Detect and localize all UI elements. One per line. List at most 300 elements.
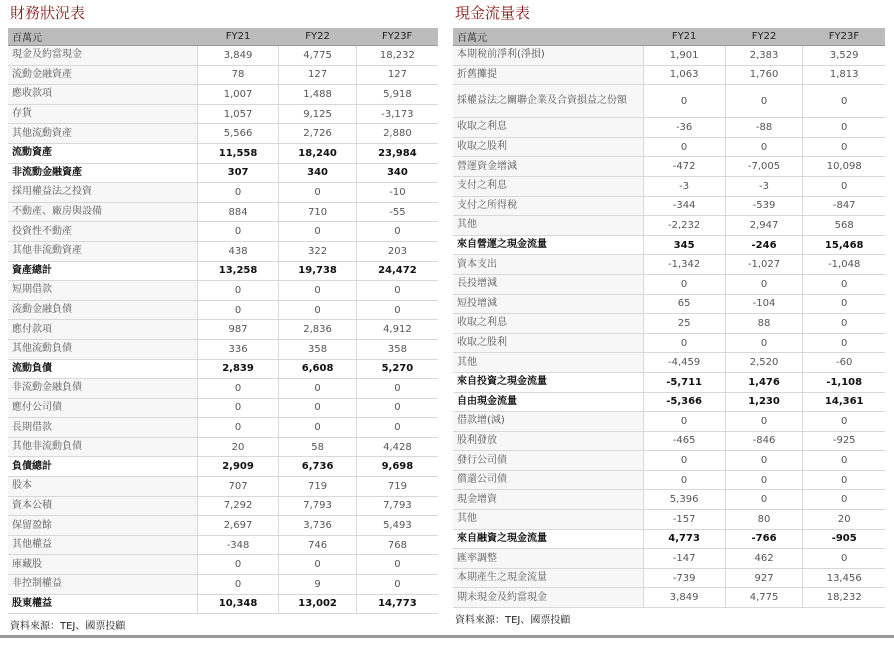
fy21-value: -5,366 bbox=[643, 392, 725, 412]
row-label: 支付之利息 bbox=[453, 176, 643, 196]
fy23f-value: 18,232 bbox=[356, 46, 438, 66]
balance-sheet-table bbox=[8, 28, 438, 614]
table-row bbox=[8, 183, 438, 203]
header-fy22: FY22 bbox=[725, 28, 803, 46]
fy23f-value: -60 bbox=[803, 353, 885, 373]
fy21-value: 307 bbox=[197, 163, 279, 183]
row-label: 其他 bbox=[453, 353, 643, 373]
fy23f-value: 0 bbox=[356, 379, 438, 399]
row-label: 採權益法之關聯企業及合資損益之份額 bbox=[453, 85, 643, 118]
fy22-value: 322 bbox=[279, 241, 356, 261]
row-label: 流動資產 bbox=[8, 143, 197, 163]
fy21-value: 2,839 bbox=[197, 359, 279, 379]
row-label: 收取之利息 bbox=[453, 314, 643, 334]
fy21-value: 65 bbox=[643, 294, 725, 314]
row-label: 股利發放 bbox=[453, 431, 643, 451]
row-label: 營運資金增減 bbox=[453, 157, 643, 177]
table-row bbox=[453, 314, 885, 334]
header-fy22: FY22 bbox=[279, 28, 356, 46]
fy21-value: 3,849 bbox=[643, 588, 725, 608]
fy21-value: -465 bbox=[643, 431, 725, 451]
table-row bbox=[8, 555, 438, 575]
fy21-value: 0 bbox=[643, 85, 725, 118]
fy21-value: -2,232 bbox=[643, 216, 725, 236]
fy21-value: -344 bbox=[643, 196, 725, 216]
fy22-value: 6,736 bbox=[279, 457, 356, 477]
fy22-value: -766 bbox=[725, 529, 803, 549]
fy23f-value: 20 bbox=[803, 510, 885, 530]
fy21-value: 11,558 bbox=[197, 143, 279, 163]
fy23f-value: 0 bbox=[356, 398, 438, 418]
row-label: 資產總計 bbox=[8, 261, 197, 281]
fy21-value: 0 bbox=[197, 183, 279, 203]
fy22-value: -246 bbox=[725, 235, 803, 255]
table-row bbox=[453, 274, 885, 294]
cash-flow-title: 現金流量表 bbox=[455, 4, 531, 22]
table-row bbox=[453, 294, 885, 314]
fy21-value: 1,007 bbox=[197, 85, 279, 105]
fy22-value: 710 bbox=[279, 202, 356, 222]
fy22-value: 80 bbox=[725, 510, 803, 530]
row-label: 支付之所得稅 bbox=[453, 196, 643, 216]
fy21-value: 345 bbox=[643, 235, 725, 255]
row-label: 流動金融資產 bbox=[8, 65, 197, 85]
row-label: 非流動金融資產 bbox=[8, 163, 197, 183]
fy22-value: 6,608 bbox=[279, 359, 356, 379]
row-label: 資本支出 bbox=[453, 255, 643, 275]
table-row bbox=[8, 163, 438, 183]
fy23f-value: 0 bbox=[803, 412, 885, 432]
fy22-value: 9 bbox=[279, 575, 356, 595]
fy23f-value: -55 bbox=[356, 202, 438, 222]
table-row bbox=[453, 235, 885, 255]
row-label: 股東權益 bbox=[8, 594, 197, 614]
fy21-value: 0 bbox=[197, 300, 279, 320]
fy21-value: 2,909 bbox=[197, 457, 279, 477]
table-row bbox=[8, 457, 438, 477]
table-row bbox=[8, 104, 438, 124]
fy21-value: 0 bbox=[197, 575, 279, 595]
table-row bbox=[8, 516, 438, 536]
fy23f-value: 24,472 bbox=[356, 261, 438, 281]
fy21-value: 2,697 bbox=[197, 516, 279, 536]
fy23f-value: 0 bbox=[803, 85, 885, 118]
fy21-value: 0 bbox=[197, 222, 279, 242]
table-row bbox=[453, 392, 885, 412]
row-label: 短投增減 bbox=[453, 294, 643, 314]
source-note: 資料來源：TEJ、國票投顧 bbox=[455, 615, 571, 627]
fy21-value: -3 bbox=[643, 176, 725, 196]
fy23f-value: 0 bbox=[803, 274, 885, 294]
table-row bbox=[453, 372, 885, 392]
fy22-value: 0 bbox=[279, 183, 356, 203]
fy22-value: 0 bbox=[725, 333, 803, 353]
fy21-value: 4,773 bbox=[643, 529, 725, 549]
fy23f-value: -3,173 bbox=[356, 104, 438, 124]
table-row bbox=[453, 451, 885, 471]
fy21-value: -36 bbox=[643, 118, 725, 138]
fy22-value: 0 bbox=[279, 222, 356, 242]
row-label: 其他非流動資產 bbox=[8, 241, 197, 261]
cash-flow-panel bbox=[453, 0, 885, 626]
fy23f-value: 0 bbox=[356, 281, 438, 301]
row-label: 應收款項 bbox=[8, 85, 197, 105]
row-label: 非流動金融負債 bbox=[8, 379, 197, 399]
source-note: 資料來源：TEJ、國票投顧 bbox=[10, 621, 126, 633]
fy22-value: -1,027 bbox=[725, 255, 803, 275]
header-unit: 百萬元 bbox=[8, 28, 197, 46]
fy23f-value: 203 bbox=[356, 241, 438, 261]
row-label: 來自融資之現金流量 bbox=[453, 529, 643, 549]
fy21-value: 0 bbox=[643, 451, 725, 471]
fy21-value: -739 bbox=[643, 568, 725, 588]
table-row bbox=[453, 470, 885, 490]
table-row bbox=[453, 85, 885, 118]
fy21-value: 0 bbox=[197, 281, 279, 301]
fy22-value: 1,760 bbox=[725, 65, 803, 85]
table-row bbox=[8, 379, 438, 399]
fy21-value: -157 bbox=[643, 510, 725, 530]
balance-sheet-panel bbox=[8, 0, 438, 632]
fy22-value: 2,947 bbox=[725, 216, 803, 236]
table-row bbox=[453, 157, 885, 177]
fy22-value: 0 bbox=[725, 490, 803, 510]
row-label: 匯率調整 bbox=[453, 549, 643, 569]
row-label: 自由現金流量 bbox=[453, 392, 643, 412]
fy23f-value: -10 bbox=[356, 183, 438, 203]
header-fy23f: FY23F bbox=[803, 28, 885, 46]
fy21-value: 0 bbox=[643, 274, 725, 294]
table-row bbox=[453, 568, 885, 588]
row-label: 其他流動資產 bbox=[8, 124, 197, 144]
table-row bbox=[8, 124, 438, 144]
fy23f-value: 9,698 bbox=[356, 457, 438, 477]
fy21-value: 13,258 bbox=[197, 261, 279, 281]
cash-flow-table bbox=[453, 28, 885, 608]
row-label: 庫藏股 bbox=[8, 555, 197, 575]
row-label: 其他非流動負債 bbox=[8, 437, 197, 457]
row-label: 其他 bbox=[453, 216, 643, 236]
fy23f-value: 0 bbox=[356, 300, 438, 320]
fy22-value: 2,383 bbox=[725, 46, 803, 66]
fy22-value: -539 bbox=[725, 196, 803, 216]
fy23f-value: 2,880 bbox=[356, 124, 438, 144]
row-label: 採用權益法之投資 bbox=[8, 183, 197, 203]
table-row bbox=[453, 46, 885, 66]
fy22-value: 0 bbox=[725, 85, 803, 118]
fy21-value: 336 bbox=[197, 339, 279, 359]
fy23f-value: 3,529 bbox=[803, 46, 885, 66]
fy21-value: 884 bbox=[197, 202, 279, 222]
row-label: 現金及約當現金 bbox=[8, 46, 197, 66]
fy23f-value: -925 bbox=[803, 431, 885, 451]
fy21-value: -4,459 bbox=[643, 353, 725, 373]
table-row bbox=[8, 398, 438, 418]
row-label: 長投增減 bbox=[453, 274, 643, 294]
fy21-value: 7,292 bbox=[197, 496, 279, 516]
fy23f-value: -847 bbox=[803, 196, 885, 216]
row-label: 收取之股利 bbox=[453, 137, 643, 157]
table-row bbox=[8, 202, 438, 222]
fy22-value: -846 bbox=[725, 431, 803, 451]
fy23f-value: 768 bbox=[356, 535, 438, 555]
fy21-value: 5,396 bbox=[643, 490, 725, 510]
fy22-value: 58 bbox=[279, 437, 356, 457]
fy22-value: 0 bbox=[725, 470, 803, 490]
fy22-value: -88 bbox=[725, 118, 803, 138]
fy23f-value: 13,456 bbox=[803, 568, 885, 588]
table-row bbox=[8, 594, 438, 614]
table-row bbox=[8, 496, 438, 516]
row-label: 發行公司債 bbox=[453, 451, 643, 471]
fy23f-value: 18,232 bbox=[803, 588, 885, 608]
table-row bbox=[8, 535, 438, 555]
fy22-value: 0 bbox=[725, 451, 803, 471]
bottom-divider bbox=[0, 635, 894, 638]
row-label: 期末現金及約當現金 bbox=[453, 588, 643, 608]
table-row bbox=[453, 529, 885, 549]
fy21-value: -1,342 bbox=[643, 255, 725, 275]
table-row bbox=[453, 510, 885, 530]
fy21-value: 1,057 bbox=[197, 104, 279, 124]
table-row bbox=[8, 359, 438, 379]
table-row bbox=[453, 549, 885, 569]
row-label: 長期借款 bbox=[8, 418, 197, 438]
row-label: 其他流動負債 bbox=[8, 339, 197, 359]
row-label: 短期借款 bbox=[8, 281, 197, 301]
table-row bbox=[453, 65, 885, 85]
fy22-value: 462 bbox=[725, 549, 803, 569]
fy22-value: 0 bbox=[279, 281, 356, 301]
row-label: 股本 bbox=[8, 477, 197, 497]
row-label: 資本公積 bbox=[8, 496, 197, 516]
fy22-value: 0 bbox=[725, 412, 803, 432]
fy23f-value: 0 bbox=[803, 176, 885, 196]
fy22-value: 0 bbox=[279, 379, 356, 399]
row-label: 借款增(減) bbox=[453, 412, 643, 432]
row-label: 本期稅前淨利(淨損) bbox=[453, 46, 643, 66]
fy22-value: 2,520 bbox=[725, 353, 803, 373]
fy21-value: 0 bbox=[643, 137, 725, 157]
fy23f-value: 14,773 bbox=[356, 594, 438, 614]
fy22-value: 358 bbox=[279, 339, 356, 359]
row-label: 投資性不動產 bbox=[8, 222, 197, 242]
fy22-value: -104 bbox=[725, 294, 803, 314]
fy23f-value: 0 bbox=[803, 549, 885, 569]
fy23f-value: 0 bbox=[803, 451, 885, 471]
fy23f-value: 1,813 bbox=[803, 65, 885, 85]
table-row bbox=[8, 575, 438, 595]
table-row bbox=[8, 65, 438, 85]
fy22-value: 0 bbox=[279, 300, 356, 320]
fy21-value: 0 bbox=[197, 418, 279, 438]
fy22-value: 0 bbox=[725, 274, 803, 294]
table-row bbox=[453, 412, 885, 432]
row-label: 應付款項 bbox=[8, 320, 197, 340]
fy22-value: 127 bbox=[279, 65, 356, 85]
table-row bbox=[8, 477, 438, 497]
fy23f-value: 0 bbox=[356, 418, 438, 438]
row-label: 負債總計 bbox=[8, 457, 197, 477]
table-row bbox=[8, 222, 438, 242]
row-label: 流動金融負債 bbox=[8, 300, 197, 320]
fy22-value: 746 bbox=[279, 535, 356, 555]
fy23f-value: 0 bbox=[803, 470, 885, 490]
fy22-value: 4,775 bbox=[279, 46, 356, 66]
fy21-value: 438 bbox=[197, 241, 279, 261]
fy21-value: 0 bbox=[197, 379, 279, 399]
header-fy23f: FY23F bbox=[356, 28, 438, 46]
fy21-value: -472 bbox=[643, 157, 725, 177]
fy23f-value: 15,468 bbox=[803, 235, 885, 255]
fy23f-value: -905 bbox=[803, 529, 885, 549]
fy21-value: -147 bbox=[643, 549, 725, 569]
fy22-value: 0 bbox=[725, 137, 803, 157]
table-row bbox=[453, 431, 885, 451]
fy22-value: 0 bbox=[279, 555, 356, 575]
fy23f-value: 719 bbox=[356, 477, 438, 497]
fy23f-value: 4,428 bbox=[356, 437, 438, 457]
fy22-value: 1,230 bbox=[725, 392, 803, 412]
row-label: 來自營運之現金流量 bbox=[453, 235, 643, 255]
fy23f-value: 5,270 bbox=[356, 359, 438, 379]
balance-sheet-title: 財務狀況表 bbox=[10, 4, 86, 22]
table-row bbox=[453, 255, 885, 275]
fy21-value: 1,901 bbox=[643, 46, 725, 66]
table-row bbox=[453, 118, 885, 138]
fy23f-value: 4,912 bbox=[356, 320, 438, 340]
fy23f-value: 5,493 bbox=[356, 516, 438, 536]
fy23f-value: 10,098 bbox=[803, 157, 885, 177]
fy23f-value: 0 bbox=[356, 555, 438, 575]
table-row bbox=[8, 261, 438, 281]
table-row bbox=[453, 196, 885, 216]
table-header-row bbox=[453, 28, 885, 46]
fy23f-value: 0 bbox=[803, 137, 885, 157]
fy21-value: 0 bbox=[643, 333, 725, 353]
fy21-value: 3,849 bbox=[197, 46, 279, 66]
fy23f-value: 127 bbox=[356, 65, 438, 85]
fy23f-value: 23,984 bbox=[356, 143, 438, 163]
fy21-value: 0 bbox=[643, 470, 725, 490]
fy23f-value: 0 bbox=[803, 118, 885, 138]
table-row bbox=[8, 85, 438, 105]
table-row bbox=[8, 281, 438, 301]
fy22-value: 9,125 bbox=[279, 104, 356, 124]
fy22-value: 19,738 bbox=[279, 261, 356, 281]
table-row bbox=[8, 320, 438, 340]
fy22-value: 7,793 bbox=[279, 496, 356, 516]
fy21-value: 707 bbox=[197, 477, 279, 497]
fy22-value: 927 bbox=[725, 568, 803, 588]
fy22-value: 719 bbox=[279, 477, 356, 497]
fy22-value: 0 bbox=[279, 398, 356, 418]
row-label: 其他 bbox=[453, 510, 643, 530]
fy22-value: 0 bbox=[279, 418, 356, 438]
fy21-value: 1,063 bbox=[643, 65, 725, 85]
row-label: 來自投資之現金流量 bbox=[453, 372, 643, 392]
table-header-row bbox=[8, 28, 438, 46]
table-row bbox=[453, 176, 885, 196]
table-row bbox=[453, 333, 885, 353]
table-row bbox=[8, 46, 438, 66]
fy21-value: 0 bbox=[197, 398, 279, 418]
fy21-value: 987 bbox=[197, 320, 279, 340]
fy23f-value: 568 bbox=[803, 216, 885, 236]
fy23f-value: 0 bbox=[803, 314, 885, 334]
row-label: 非控制權益 bbox=[8, 575, 197, 595]
fy22-value: 2,836 bbox=[279, 320, 356, 340]
fy22-value: -3 bbox=[725, 176, 803, 196]
fy21-value: 0 bbox=[197, 555, 279, 575]
fy21-value: 10,348 bbox=[197, 594, 279, 614]
table-row bbox=[453, 490, 885, 510]
row-label: 其他權益 bbox=[8, 535, 197, 555]
fy21-value: -5,711 bbox=[643, 372, 725, 392]
table-row bbox=[453, 353, 885, 373]
fy23f-value: 358 bbox=[356, 339, 438, 359]
fy22-value: 18,240 bbox=[279, 143, 356, 163]
row-label: 存貨 bbox=[8, 104, 197, 124]
table-row bbox=[8, 339, 438, 359]
row-label: 收取之利息 bbox=[453, 118, 643, 138]
fy23f-value: 0 bbox=[356, 222, 438, 242]
fy22-value: 1,476 bbox=[725, 372, 803, 392]
row-label: 收取之股利 bbox=[453, 333, 643, 353]
fy23f-value: 7,793 bbox=[356, 496, 438, 516]
fy23f-value: 14,361 bbox=[803, 392, 885, 412]
table-row bbox=[453, 216, 885, 236]
row-label: 保留盈餘 bbox=[8, 516, 197, 536]
fy23f-value: 0 bbox=[803, 294, 885, 314]
fy21-value: 20 bbox=[197, 437, 279, 457]
table-row bbox=[8, 418, 438, 438]
header-fy21: FY21 bbox=[643, 28, 725, 46]
fy23f-value: 5,918 bbox=[356, 85, 438, 105]
fy21-value: -348 bbox=[197, 535, 279, 555]
fy22-value: 1,488 bbox=[279, 85, 356, 105]
fy22-value: -7,005 bbox=[725, 157, 803, 177]
fy22-value: 88 bbox=[725, 314, 803, 334]
row-label: 折舊攤提 bbox=[453, 65, 643, 85]
fy23f-value: -1,108 bbox=[803, 372, 885, 392]
table-row bbox=[8, 300, 438, 320]
fy21-value: 5,566 bbox=[197, 124, 279, 144]
table-row bbox=[8, 437, 438, 457]
fy23f-value: 0 bbox=[356, 575, 438, 595]
fy22-value: 4,775 bbox=[725, 588, 803, 608]
header-unit: 百萬元 bbox=[453, 28, 643, 46]
row-label: 償還公司債 bbox=[453, 470, 643, 490]
header-fy21: FY21 bbox=[197, 28, 279, 46]
fy22-value: 3,736 bbox=[279, 516, 356, 536]
fy22-value: 340 bbox=[279, 163, 356, 183]
table-row bbox=[8, 143, 438, 163]
table-row bbox=[453, 588, 885, 608]
fy21-value: 0 bbox=[643, 412, 725, 432]
fy21-value: 25 bbox=[643, 314, 725, 334]
fy21-value: 78 bbox=[197, 65, 279, 85]
row-label: 現金增資 bbox=[453, 490, 643, 510]
fy23f-value: -1,048 bbox=[803, 255, 885, 275]
fy23f-value: 0 bbox=[803, 490, 885, 510]
row-label: 應付公司債 bbox=[8, 398, 197, 418]
row-label: 流動負債 bbox=[8, 359, 197, 379]
fy22-value: 2,726 bbox=[279, 124, 356, 144]
table-row bbox=[8, 241, 438, 261]
row-label: 本期產生之現金流量 bbox=[453, 568, 643, 588]
row-label: 不動產、廠房與設備 bbox=[8, 202, 197, 222]
